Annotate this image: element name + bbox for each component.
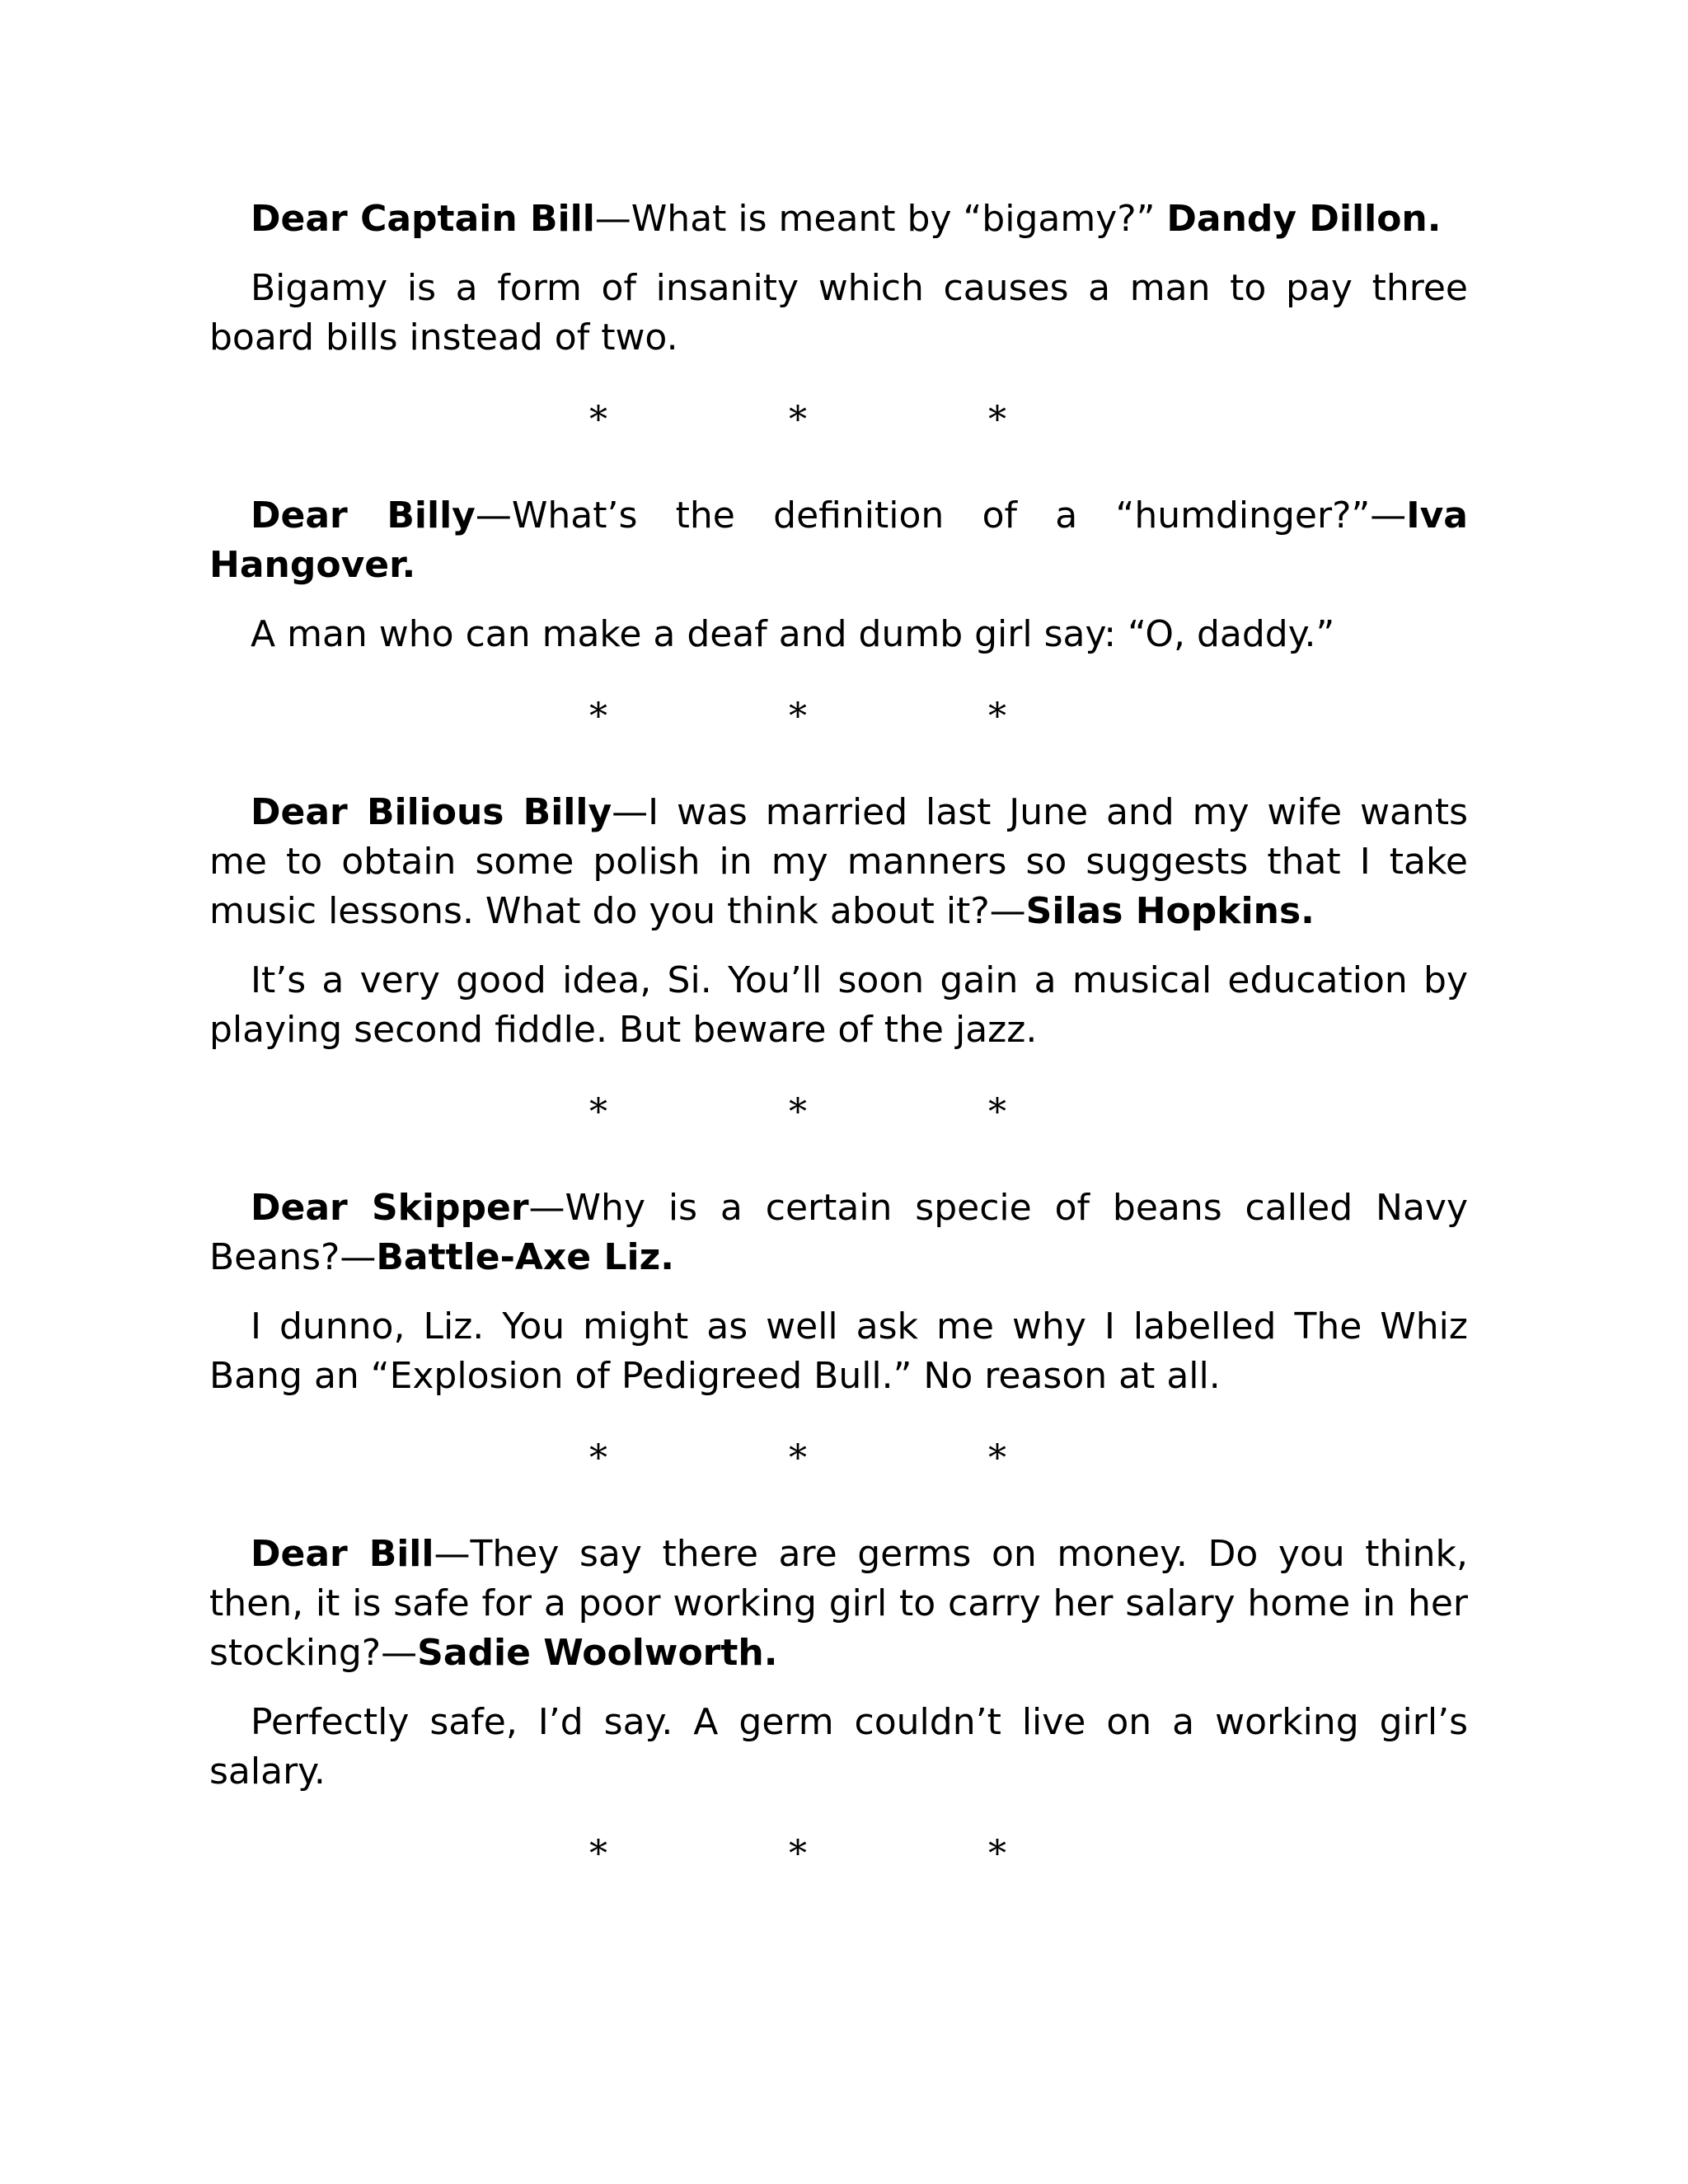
question-text: —They say there are germs on money. Do you think, then, it is safe for a poor working girl to carry her salary home in her stocking?— [209,1533,1469,1674]
separator-asterisk: * [589,399,607,441]
signature: Dandy Dillon. [1166,198,1442,240]
salutation: Dear Bilious Billy [251,791,612,833]
letter-question [209,1183,1468,1282]
salutation: Dear Captain Bill [251,198,595,240]
salutation: Dear Billy [251,494,476,537]
separator-asterisk: * [589,1437,607,1479]
separator-asterisk: * [789,399,807,441]
separator-asterisk: * [589,696,607,738]
signature: Silas Hopkins. [1025,890,1315,932]
separator-asterisk: * [988,399,1006,441]
letter-entry-2 [209,491,1468,659]
letter-entry-1 [209,194,1468,363]
question-text: —I was married last June and my wife wants me to obtain some polish in my manners so suggests that I take music lessons. What do you think about it?— [209,791,1468,932]
letter-answer: A man who can make a deaf and dumb girl say: “O, daddy.” [251,613,1335,655]
letter-answer: Perfectly safe, I’d say. A germ couldn’t live on a working girl’s salary. [209,1701,1468,1793]
signature: Battle-Axe Liz. [376,1236,674,1278]
letter-entry-3 [209,788,1468,1055]
separator-asterisk: * [988,696,1006,738]
separator-asterisk: * [789,1437,807,1479]
letter-answer: It’s a very good idea, Si. You’ll soon gain a musical education by playing second fiddle. But beware of the jazz. [209,959,1468,1051]
separator-asterisk: * [988,1091,1006,1133]
letter-answer: Bigamy is a form of insanity which causes a man to pay three board bills instead of two. [209,267,1468,359]
letter-entry-4 [209,1183,1468,1401]
section-separator [209,1088,1468,1137]
salutation: Dear Skipper [251,1187,529,1229]
section-separator [209,692,1468,742]
question-text: —What is meant by “bigamy?” [594,198,1167,240]
signature: Iva Hangover. [209,494,1468,586]
letter-question [209,1530,1468,1678]
separator-asterisk: * [789,1833,807,1875]
letter-entry-5 [209,1530,1468,1797]
separator-asterisk: * [988,1437,1006,1479]
letter-question [209,788,1468,936]
section-separator [209,1434,1468,1483]
document-page [209,194,1468,1925]
separator-asterisk: * [789,1091,807,1133]
question-text: —What’s the definition of a “humdinger?”— [475,494,1407,537]
letter-question [209,491,1468,590]
separator-asterisk: * [589,1833,607,1875]
separator-asterisk: * [988,1833,1006,1875]
separator-asterisk: * [589,1091,607,1133]
question-text: —Why is a certain specie of beans called Navy Beans?— [209,1187,1469,1278]
section-separator [209,1830,1468,1879]
section-separator [209,396,1468,445]
salutation: Dear Bill [251,1533,434,1575]
letter-question [209,194,1468,244]
signature: Sadie Woolworth. [417,1632,778,1674]
separator-asterisk: * [789,696,807,738]
letter-answer: I dunno, Liz. You might as well ask me why I labelled The Whiz Bang an “Explosion of Pedigreed Bull.” No reason at all. [209,1305,1468,1397]
